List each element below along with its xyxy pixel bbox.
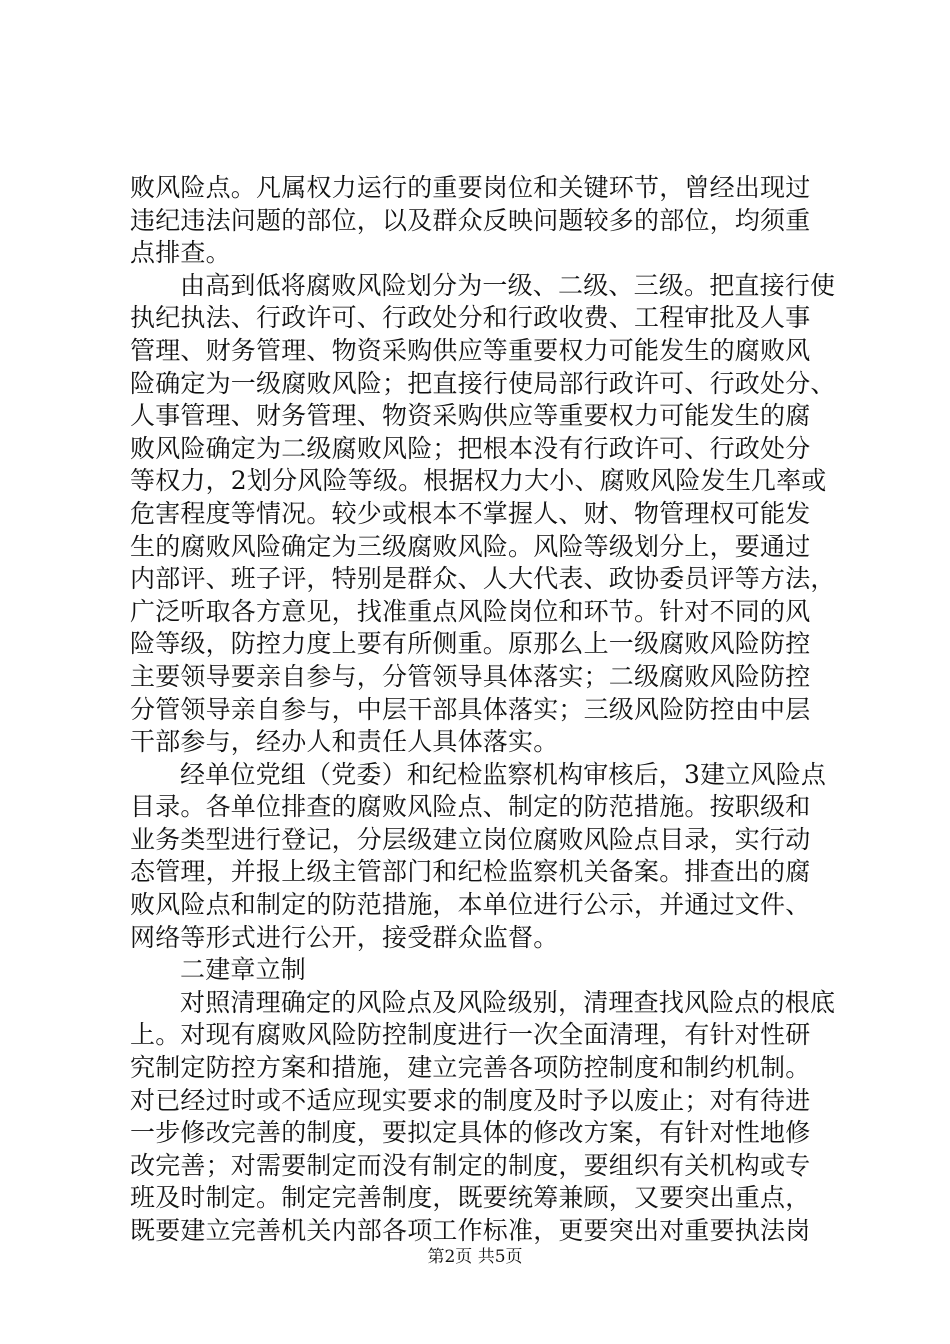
text-line: 对已经过时或不适应现实要求的制度及时予以废止；对有待进 <box>130 1085 811 1115</box>
text-line: 败风险确定为二级腐败风险；把根本没有行政许可、行政处分 <box>130 433 811 463</box>
text-line: 网络等形式进行公开，接受群众监督。 <box>130 922 559 952</box>
text-line: 究制定防控方案和措施，建立完善各项防控制度和制约机制。 <box>130 1053 811 1083</box>
text-line: 态管理，并报上级主管部门和纪检监察机关备案。排查出的腐 <box>130 857 811 887</box>
text-line: 险等级，防控力度上要有所侧重。原那么上一级腐败风险防控 <box>130 629 811 659</box>
text-line: 险确定为一级腐败风险；把直接行使局部行政许可、行政处分、 <box>130 368 836 398</box>
text-line: 上。对现有腐败风险防控制度进行一次全面清理，有针对性研 <box>130 1020 811 1050</box>
text-line: 内部评、班子评，特别是群众、人大代表、政协委员评等方法， <box>130 564 836 594</box>
text-line: 点排查。 <box>130 238 231 268</box>
text-line: 管理、财务管理、物资采购供应等重要权力可能发生的腐败风 <box>130 335 811 365</box>
text-line: 败风险点和制定的防范措施，本单位进行公示，并通过文件、 <box>130 890 811 920</box>
text-line: 既要建立完善机关内部各项工作标准，更要突出对重要执法岗 <box>130 1216 811 1245</box>
text-line: 目录。各单位排查的腐败风险点、制定的防范措施。按职级和 <box>130 792 811 822</box>
text-line: 人事管理、财务管理、物资采购供应等重要权力可能发生的腐 <box>130 401 811 431</box>
text-line: 业务类型进行登记，分层级建立岗位腐败风险点目录，实行动 <box>130 824 811 854</box>
text-line: 一步修改完善的制度，要拟定具体的修改方案，有针对性地修 <box>130 1118 811 1148</box>
body-text <box>130 172 836 1248</box>
text-line: 广泛听取各方意见，找准重点风险岗位和环节。针对不同的风 <box>130 596 811 626</box>
paragraph-start-line: 由高到低将腐败风险划分为一级、二级、三级。把直接行使 <box>180 270 836 300</box>
text-line: 生的腐败风险确定为三级腐败风险。风险等级划分上，要通过 <box>130 531 811 561</box>
text-line: 违纪违法问题的部位，以及群众反映问题较多的部位，均须重 <box>130 205 811 235</box>
text-line: 班及时制定。制定完善制度，既要统筹兼顾，又要突出重点， <box>130 1183 811 1213</box>
section-heading: 二建章立制 <box>180 955 307 985</box>
text-line: 主要领导要亲自参与，分管领导具体落实；二级腐败风险防控 <box>130 661 811 691</box>
text-line: 分管领导亲自参与，中层干部具体落实；三级风险防控由中层 <box>130 694 811 724</box>
text-line: 等权力，2划分风险等级。根据权力大小、腐败风险发生几率或 <box>130 466 827 496</box>
text-line: 执纪执法、行政许可、行政处分和行政收费、工程审批及人事 <box>130 303 811 333</box>
page-number-footer: 第2页 共5页 <box>427 1247 523 1267</box>
paragraph-start-line: 经单位党组（党委）和纪检监察机构审核后，3建立风险点 <box>180 759 827 789</box>
text-line: 改完善；对需要制定而没有制定的制度，要组织有关机构或专 <box>130 1150 811 1180</box>
text-line: 危害程度等情况。较少或根本不掌握人、财、物管理权可能发 <box>130 498 811 528</box>
text-line: 干部参与，经办人和责任人具体落实。 <box>130 727 559 757</box>
paragraph-start-line: 对照清理确定的风险点及风险级别，清理查找风险点的根底 <box>180 987 836 1017</box>
text-line: 败风险点。凡属权力运行的重要岗位和关键环节，曾经出现过 <box>130 173 811 202</box>
